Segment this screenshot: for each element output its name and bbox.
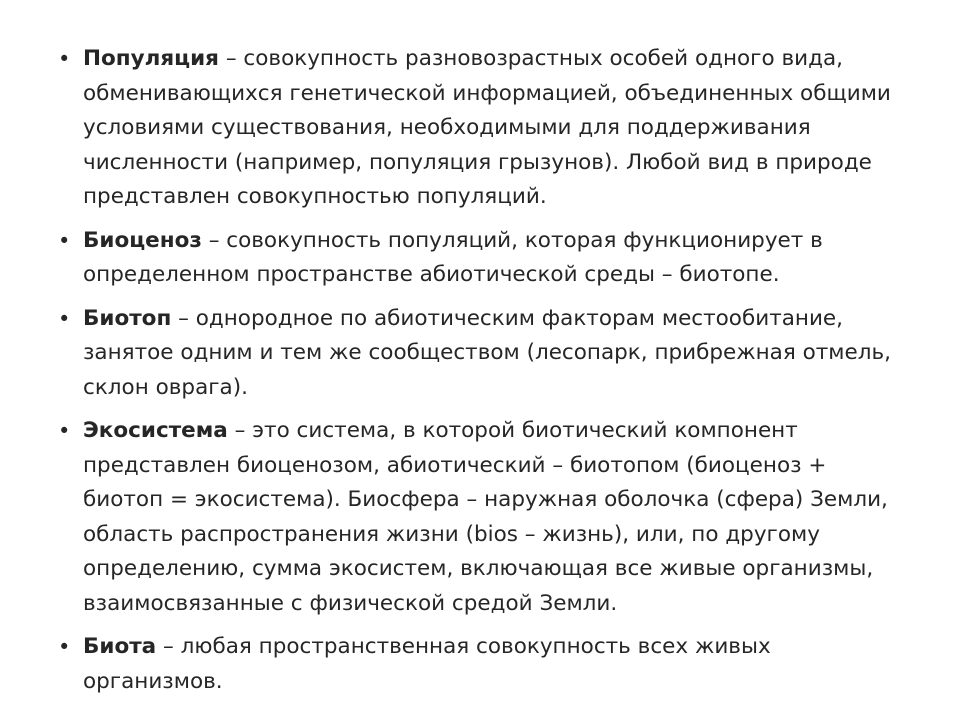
bullet-item-biocenosis bbox=[58, 224, 898, 293]
bullet-icon: • bbox=[58, 47, 71, 71]
bullet-icon: • bbox=[58, 228, 71, 253]
bullet-icon: • bbox=[58, 419, 71, 443]
definition-population: – совокупность разновозрастных особей одного вида, обменивающихся генетической информацией, объединенных общими условиями существования, необходимыми для поддерживания численности (например, популяция грызунов). Любой вид в природе представлен совокупностью популяций. bbox=[83, 46, 891, 209]
term-biota: Биота bbox=[83, 634, 157, 659]
definition-biocenosis: – совокупность популяций, которая функционирует в определенном пространстве абиотической среды – биотопе. bbox=[83, 227, 823, 287]
term-biocenosis: Биоценоз bbox=[83, 227, 202, 253]
bullet-item-biota bbox=[58, 630, 898, 699]
term-population: Популяция bbox=[83, 46, 219, 71]
term-ecosystem: Экосистема bbox=[83, 418, 228, 443]
bullet-icon: • bbox=[58, 635, 71, 659]
definition-ecosystem: – это система, в которой биотический компонент представлен биоценозом, абиотический – биотопом (биоценоз + биотоп = экосистема). Биосфера – наружная оболочка (сфера) Земли, область распространения жизни (bios – жизнь), или, по другому определению, сумма экосистем, включающая все живые организмы, взаимосвязанные с физической средой Земли. bbox=[83, 418, 888, 616]
definition-biotope: – однородное по абиотическим факторам местообитание, занятое одним и тем же сообществом (лесопарк, прибрежная отмель, склон оврага). bbox=[83, 305, 891, 400]
bullet-item-ecosystem bbox=[58, 414, 898, 621]
definition-biota: – любая пространственная совокупность всех живых организмов. bbox=[83, 634, 771, 694]
bullet-item-biotope bbox=[58, 302, 898, 406]
bullet-icon: • bbox=[58, 306, 71, 331]
definition-list bbox=[58, 42, 898, 708]
term-biotope: Биотоп bbox=[83, 305, 172, 331]
bullet-item-population bbox=[58, 42, 898, 215]
